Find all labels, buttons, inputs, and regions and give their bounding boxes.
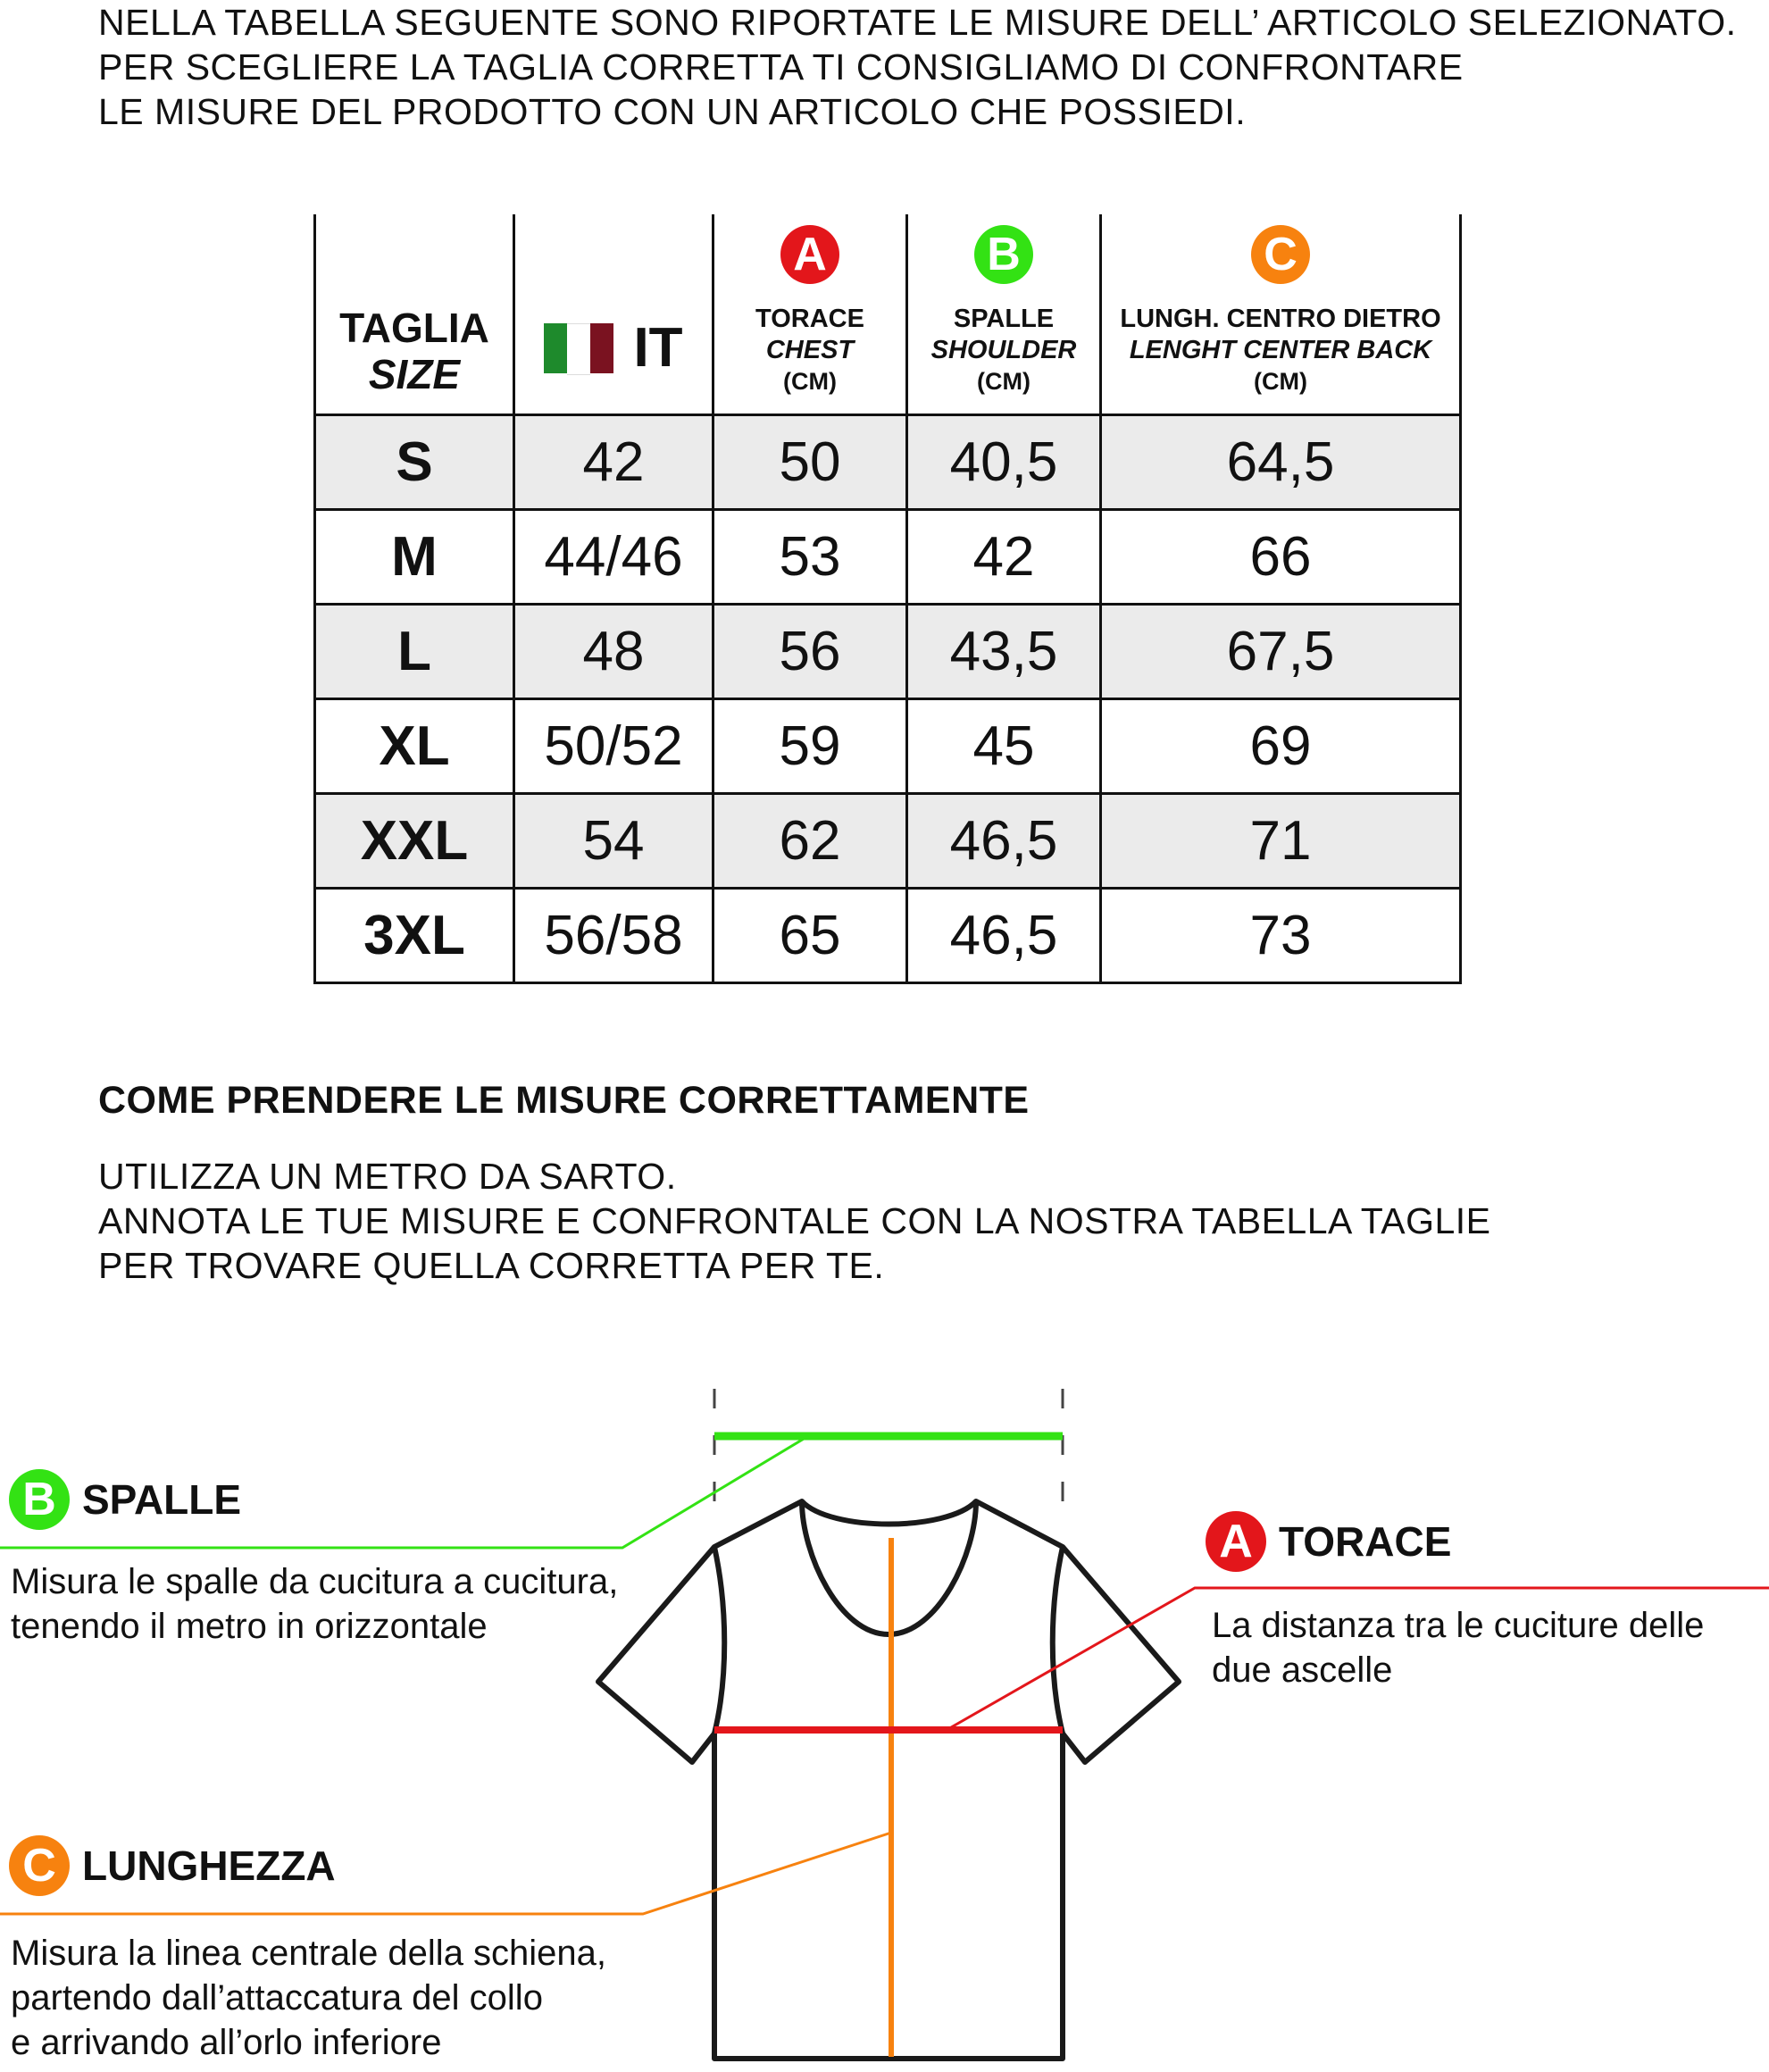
cell-chest: 62 [713,794,907,889]
cell-length: 66 [1101,510,1461,605]
badge-b-icon: B [974,225,1033,284]
cell-size: L [315,605,514,699]
cell-shoulder: 46,5 [907,794,1101,889]
intro-line: PER SCEGLIERE LA TAGLIA CORRETTA TI CONSIGLIAMO DI CONFRONTARE [98,46,1464,88]
cell-it: 42 [514,415,713,510]
spalle-title: SPALLE [82,1476,242,1523]
cell-size: XL [315,699,514,794]
how-line: ANNOTA LE TUE MISURE E CONFRONTALE CON LA NOSTRA TABELLA TAGLIE [98,1200,1491,1241]
lunghezza-line: partendo dall’attaccatura del collo [11,1978,543,2018]
cell-it: 44/46 [514,510,713,605]
header-shoulder-label: SPALLE [953,305,1055,333]
badge-c-icon: C [9,1835,70,1896]
torace-callout-title [1206,1511,1451,1572]
header-chest-label: TORACE [755,305,864,333]
cell-shoulder: 42 [907,510,1101,605]
torace-description [1212,1603,1704,1692]
header-length-sub: LENGHT CENTER BACK [1129,336,1432,364]
lunghezza-line: e arrivando all’orlo inferiore [11,2023,442,2062]
header-chest-sub: CHEST [765,336,855,364]
cell-chest: 53 [713,510,907,605]
spalle-callout-title [9,1469,241,1530]
lunghezza-description [11,1931,606,2065]
cell-it: 56/58 [514,889,713,983]
header-chest-unit: (CM) [783,368,837,395]
header-length-unit: (CM) [1254,368,1307,395]
how-line: UTILIZZA UN METRO DA SARTO. [98,1156,677,1197]
badge-b-icon: B [9,1469,70,1530]
cell-shoulder: 43,5 [907,605,1101,699]
torace-line: due ascelle [1212,1650,1393,1690]
badge-a-icon: A [1206,1511,1266,1572]
cell-it: 48 [514,605,713,699]
cell-length: 69 [1101,699,1461,794]
header-length-label: LUNGH. CENTRO DIETRO [1120,305,1441,333]
cell-length: 71 [1101,794,1461,889]
lunghezza-title: LUNGHEZZA [82,1842,336,1889]
intro-line: LE MISURE DEL PRODOTTO CON UN ARTICOLO CHE POSSIEDI. [98,91,1247,132]
how-line: PER TROVARE QUELLA CORRETTA PER TE. [98,1245,885,1286]
how-to-measure-title: COME PRENDERE LE MISURE CORRETTAMENTE [98,1079,1030,1122]
lunghezza-callout-title [9,1835,336,1896]
cell-chest: 59 [713,699,907,794]
badge-a-icon: A [780,225,839,284]
cell-size: M [315,510,514,605]
cell-size: XXL [315,794,514,889]
cell-chest: 56 [713,605,907,699]
header-it-label: IT [633,317,683,379]
cell-size: 3XL [315,889,514,983]
header-taglia-label: TAGLIA [339,305,489,351]
intro-line: NELLA TABELLA SEGUENTE SONO RIPORTATE LE MISURE DELL’ ARTICOLO SELEZIONATO. [98,2,1737,43]
cell-length: 67,5 [1101,605,1461,699]
cell-shoulder: 40,5 [907,415,1101,510]
cell-it: 50/52 [514,699,713,794]
torace-line: La distanza tra le cuciture delle [1212,1606,1705,1645]
cell-shoulder: 45 [907,699,1101,794]
spalle-line: Misura le spalle da cucitura a cucitura, [11,1562,619,1601]
header-shoulder-sub: SHOULDER [930,336,1077,364]
cell-length: 64,5 [1101,415,1461,510]
cell-size: S [315,415,514,510]
cell-shoulder: 46,5 [907,889,1101,983]
cell-chest: 65 [713,889,907,983]
spalle-line: tenendo il metro in orizzontale [11,1607,488,1646]
lunghezza-line: Misura la linea centrale della schiena, [11,1934,607,1973]
cell-chest: 50 [713,415,907,510]
spalle-description [11,1559,618,1649]
torace-title: TORACE [1279,1518,1452,1565]
badge-c-icon: C [1251,225,1310,284]
cell-it: 54 [514,794,713,889]
header-shoulder-unit: (CM) [977,368,1031,395]
header-size-label: SIZE [368,351,461,397]
cell-length: 73 [1101,889,1461,983]
